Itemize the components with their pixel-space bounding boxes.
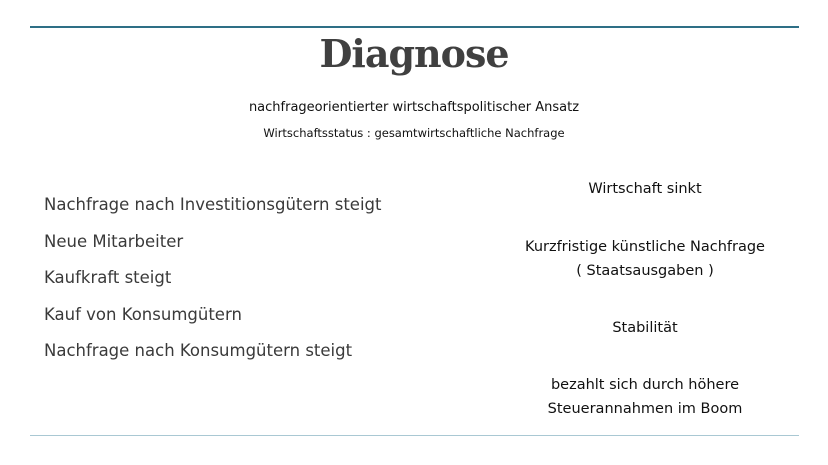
right-item-line: bezahlt sich durch höhere (550, 377, 740, 393)
right-item-line: Wirtschaft sinkt (588, 181, 702, 197)
left-list-item: Kauf von Konsumgütern (44, 304, 242, 324)
left-list-item: Neue Mitarbeiter (44, 231, 184, 251)
left-bullet-list (44, 193, 382, 376)
slide-title: Diagnose (319, 31, 509, 76)
left-list-item: Kaufkraft steigt (44, 268, 172, 287)
right-item-line: Kurzfristige künstliche Nachfrage (525, 239, 765, 255)
slide-subtitle: nachfrageorientierter wirtschaftspolitischer Ansatz (248, 100, 580, 115)
right-item-economy (490, 177, 800, 201)
right-item-line: ( Staatsausgaben ) (576, 263, 714, 279)
left-list-item: Nachfrage nach Konsumgütern steigt (44, 341, 353, 360)
right-item-line: Steuerannahmen im Boom (547, 401, 743, 417)
right-item-stability (490, 316, 800, 340)
top-divider (30, 26, 799, 28)
slide-subtitle-secondary: Wirtschaftsstatus : gesamtwirtschaftliche Nachfrage (263, 126, 565, 140)
bottom-divider (30, 435, 799, 436)
right-item-demand (490, 235, 800, 283)
right-item-financing (490, 373, 800, 421)
left-list-item: Nachfrage nach Investitionsgütern steigt (44, 195, 382, 214)
right-item-line: Stabilität (612, 320, 678, 336)
